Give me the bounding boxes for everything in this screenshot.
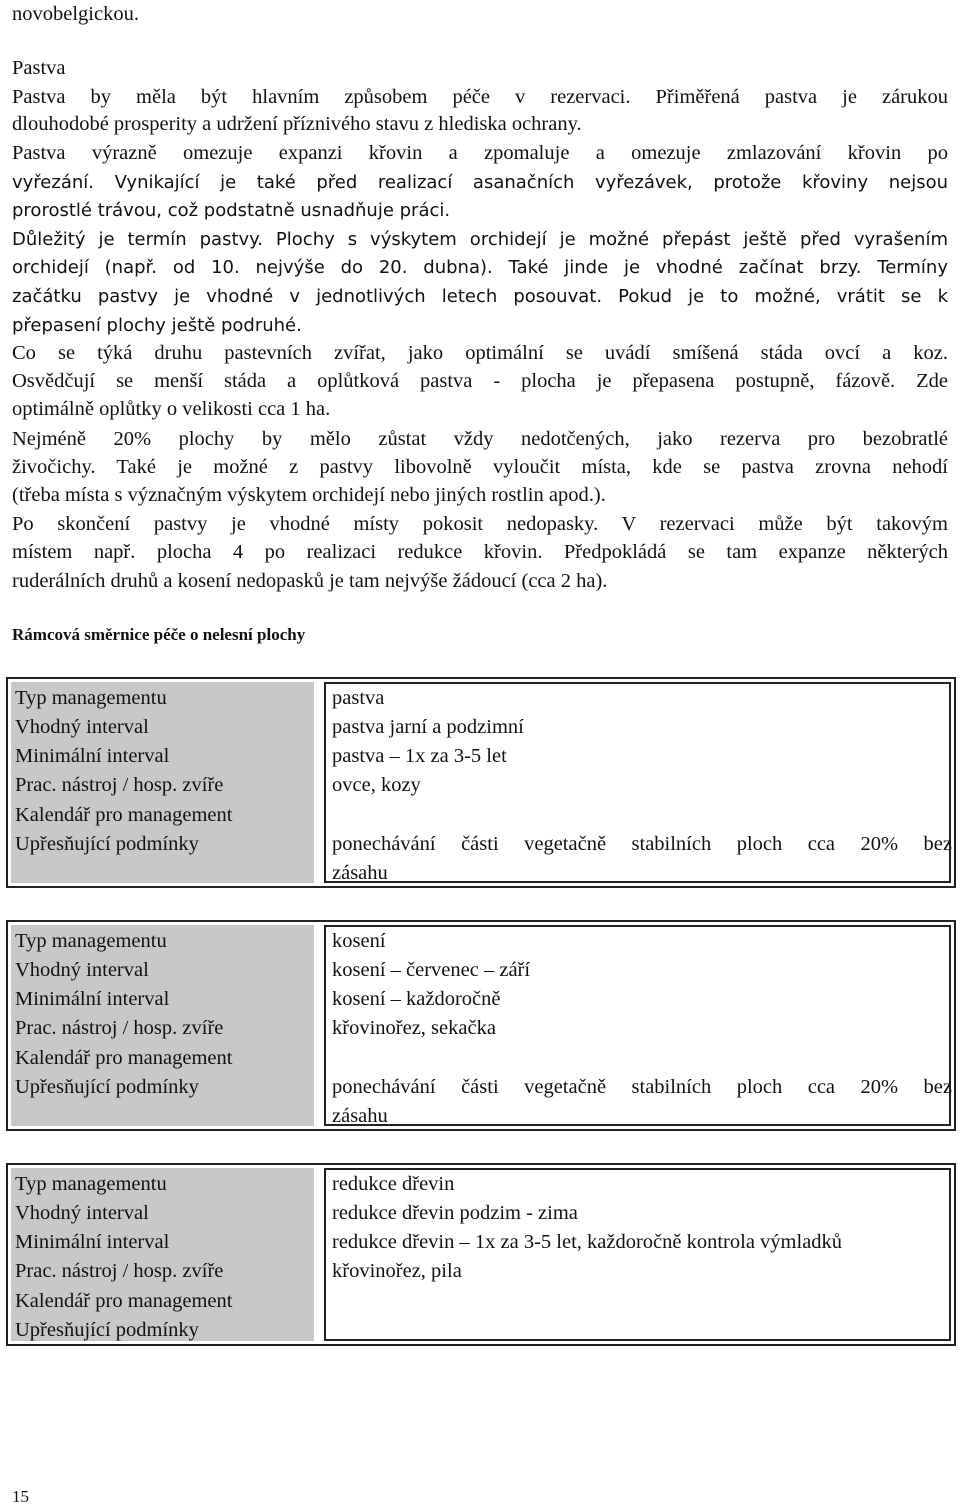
label-suitable-interval: Vhodný interval: [15, 1202, 149, 1224]
value-management-type: redukce dřevin: [332, 1173, 455, 1195]
label-conditions: Upřesňující podmínky: [15, 1319, 199, 1341]
value-conditions: ponechávání části vegetačně stabilních ploch cca 20% bez: [332, 833, 952, 855]
value-column: [324, 1168, 951, 1341]
paragraph-line: Nejméně 20% plochy by mělo zůstat vždy nedotčených, jako rezerva pro bezobratlé: [12, 428, 948, 450]
label-minimum-interval: Minimální interval: [15, 1231, 170, 1253]
paragraph-line: orchidejí (např. od 10. nejvýše do 20. dubna). Také jinde je vhodné začínat brzy. Termíny: [12, 257, 948, 278]
paragraph-line: Důležitý je termín pastvy. Plochy s výskytem orchidejí je možné přepást ještě před vyrašením: [12, 229, 948, 250]
label-column: [11, 682, 314, 883]
paragraph-line: Pastva by měla být hlavním způsobem péče v rezervaci. Přiměřená pastva je zárukou: [12, 86, 948, 108]
label-suitable-interval: Vhodný interval: [15, 716, 149, 738]
label-calendar: Kalendář pro management: [15, 804, 233, 826]
paragraph-line: dlouhodobé prosperity a udržení příznivého stavu z hlediska ochrany.: [12, 113, 582, 135]
label-tool-animal: Prac. nástroj / hosp. zvíře: [15, 1017, 224, 1039]
label-minimum-interval: Minimální interval: [15, 988, 170, 1010]
paragraph-line: ruderálních druhů a kosení nedopasků je tam nejvýše žádoucí (cca 2 ha).: [12, 570, 608, 592]
guideline-heading: Rámcová směrnice péče o nelesní plochy: [12, 625, 306, 644]
paragraph-line: Co se týká druhu pastevních zvířat, jako optimální se uvádí smíšená stáda ovcí a koz.: [12, 342, 948, 364]
paragraph-line: optimálně oplůtky o velikosti cca 1 ha.: [12, 398, 331, 420]
page-number: 15: [12, 1487, 29, 1506]
management-table-tree-reduction: [6, 1163, 956, 1346]
paragraph-line: přepasení plochy ještě podruhé.: [12, 315, 302, 336]
value-suitable-interval: kosení – červenec – září: [332, 959, 531, 981]
value-suitable-interval: redukce dřevin podzim - zima: [332, 1202, 578, 1224]
value-conditions: ponechávání části vegetačně stabilních ploch cca 20% bez: [332, 1076, 952, 1098]
value-column: [324, 925, 951, 1126]
label-column: [11, 925, 314, 1126]
label-suitable-interval: Vhodný interval: [15, 959, 149, 981]
label-conditions: Upřesňující podmínky: [15, 1076, 199, 1098]
label-conditions: Upřesňující podmínky: [15, 833, 199, 855]
label-calendar: Kalendář pro management: [15, 1290, 233, 1312]
label-management-type: Typ managementu: [15, 930, 167, 952]
management-table-mowing: [6, 920, 956, 1131]
value-minimum-interval: pastva – 1x za 3-5 let: [332, 745, 507, 767]
value-suitable-interval: pastva jarní a podzimní: [332, 716, 524, 738]
paragraph-line: Pastva výrazně omezuje expanzi křovin a zpomaluje a omezuje zmlazování křovin po: [12, 142, 948, 164]
management-table-grazing: [6, 677, 956, 888]
paragraph-line: živočichy. Také je možné z pastvy libovolně vyloučit místa, kde se pastva zrovna nehodí: [12, 456, 948, 478]
paragraph-line: Po skončení pastvy je vhodné místy pokosit nedopasky. V rezervaci může být takovým: [12, 513, 948, 535]
label-management-type: Typ managementu: [15, 687, 167, 709]
intro-line: novobelgickou.: [12, 3, 139, 25]
value-tool-animal: křovinořez, sekačka: [332, 1017, 496, 1039]
value-column: [324, 682, 951, 883]
paragraph-line: (třeba místa s význačným výskytem orchidejí nebo jiných rostlin apod.).: [12, 484, 606, 506]
paragraph-line: prorostlé trávou, což podstatně usnadňuje práci.: [12, 200, 451, 221]
value-conditions-cont: zásahu: [332, 862, 388, 884]
label-minimum-interval: Minimální interval: [15, 745, 170, 767]
paragraph-line: Osvědčují se menší stáda a oplůtková pastva - plocha je přepasena postupně, fázově. Zde: [12, 370, 948, 392]
paragraph-line: vyřezání. Vynikající je také před realizací asanačních vyřezávek, protože křoviny nejsou: [12, 172, 948, 193]
section-title: Pastva: [12, 57, 66, 79]
label-tool-animal: Prac. nástroj / hosp. zvíře: [15, 1260, 224, 1282]
label-management-type: Typ managementu: [15, 1173, 167, 1195]
value-management-type: kosení: [332, 930, 386, 952]
value-conditions-cont: zásahu: [332, 1105, 388, 1127]
value-minimum-interval: redukce dřevin – 1x za 3-5 let, každoročně kontrola výmladků: [332, 1231, 843, 1253]
value-management-type: pastva: [332, 687, 385, 709]
paragraph-line: místem např. plocha 4 po realizaci redukce křovin. Předpokládá se tam expanze některých: [12, 541, 948, 563]
label-tool-animal: Prac. nástroj / hosp. zvíře: [15, 774, 224, 796]
value-tool-animal: křovinořez, pila: [332, 1260, 462, 1282]
value-tool-animal: ovce, kozy: [332, 774, 421, 796]
value-minimum-interval: kosení – každoročně: [332, 988, 501, 1010]
paragraph-line: začátku pastvy je vhodné v jednotlivých letech posouvat. Pokud je to možné, vrátit se k: [12, 286, 948, 307]
label-column: [11, 1168, 314, 1341]
label-calendar: Kalendář pro management: [15, 1047, 233, 1069]
